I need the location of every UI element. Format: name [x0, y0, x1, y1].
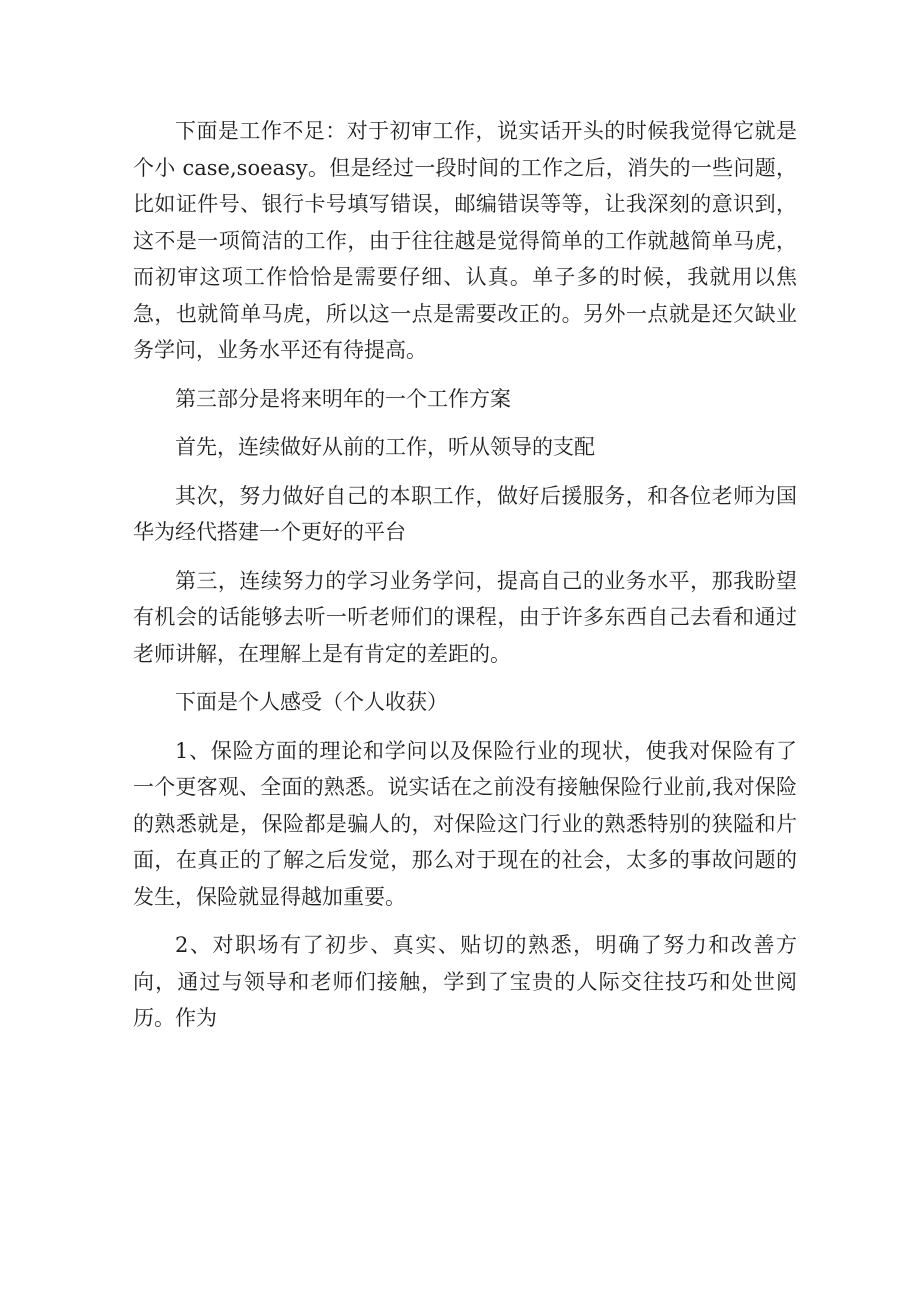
document-body	[133, 113, 797, 1037]
paragraph-first-plan: 首先，连续做好从前的工作，听从领导的支配	[175, 435, 595, 459]
paragraph-feeling-two: 2、对职场有了初步、真实、贴切的熟悉，明确了努力和改善方向，通过与领导和老师们接触，学到了宝贵的人际交往技巧和处世阅历。作为	[133, 933, 797, 1030]
paragraph-second-plan: 其次，努力做好自己的本职工作，做好后援服务，和各位老师为国华为经代搭建一个更好的平台	[133, 483, 797, 544]
paragraph-work-shortcomings: 下面是工作不足：对于初审工作，说实话开头的时候我觉得它就是个小 case,soeasy。但是经过一段时间的工作之后，消失的一些问题，比如证件号、银行卡号填写错误，邮编错误等等，让我深刻的意识到，这不是一项简洁的工作，由于往往越是觉得简单的工作就越简单马虎，而初审这项工作恰恰是需要仔细、认真。单子多的时候，我就用以焦急，也就简单马虎，所以这一点是需要改正的。另外一点就是还欠缺业务学问，业务水平还有待提高。	[133, 119, 797, 362]
paragraph-personal-feelings-heading: 下面是个人感受（个人收获）	[175, 690, 448, 714]
paragraph-part-three-heading: 第三部分是将来明年的一个工作方案	[175, 386, 511, 411]
paragraph-third-plan: 第三，连续努力的学习业务学问，提高自己的业务水平，那我盼望有机会的话能够去听一听老师们的课程，由于许多东西自己去看和通过老师讲解，在理解上是有肯定的差距的。	[133, 568, 797, 666]
paragraph-feeling-one: 1、保险方面的理论和学问以及保险行业的现状，使我对保险有了一个更客观、全面的熟悉。说实话在之前没有接触保险行业前,我对保险的熟悉就是，保险都是骗人的，对保险这门行业的熟悉特别的狭隘和片面，在真正的了解之后发觉，那么对于现在的社会，太多的事故问题的发生，保险就显得越加重要。	[133, 738, 797, 909]
